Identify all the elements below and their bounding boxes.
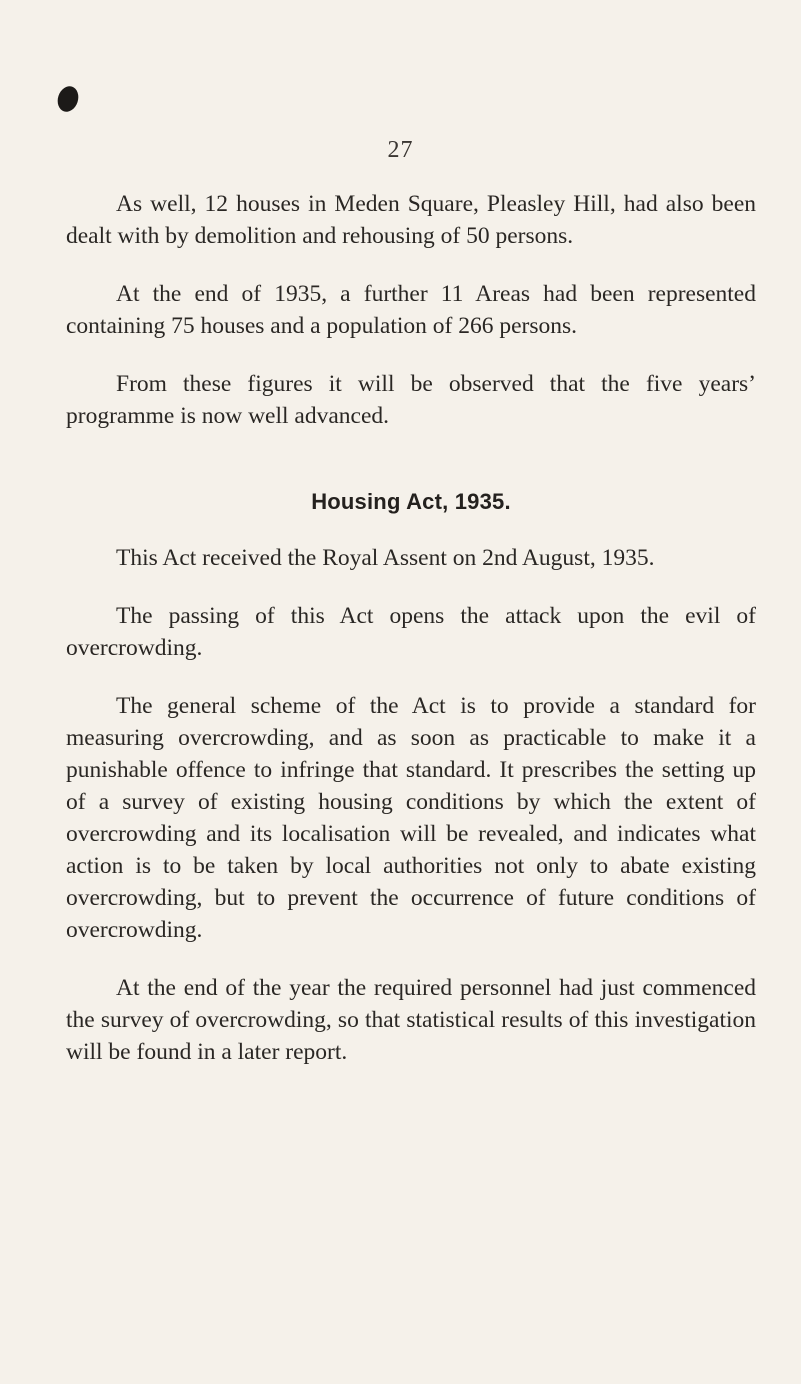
paragraph-general-scheme: The general scheme of the Act is to provide a standard for measuring overcrowding, and as soon as practicable to make it a punishable offence to infringe that standard. It prescribes the setting up of a survey of existing housing conditions by which the extent of overcrowding and its localisation will be revealed, and indicates what action is to be taken by local authorities not only to abate existing overcrowding, but to prevent the occurrence of future conditions of overcrowding. <box>66 693 756 943</box>
paragraph-royal-assent: This Act received the Royal Assent on 2nd August, 1935. <box>116 545 655 571</box>
page-number: 27 <box>387 137 414 163</box>
punch-hole-mark <box>54 84 81 115</box>
page-body <box>66 188 756 1094</box>
paragraph-programme-progress: From these figures it will be observed that the five years’ programme is now well advanced. <box>66 371 756 429</box>
paragraph-meden-square: As well, 12 houses in Meden Square, Pleasley Hill, had also been dealt with by demolition and rehousing of 50 persons. <box>66 191 756 249</box>
paragraph-areas-represented: At the end of 1935, a further 11 Areas had been represented containing 75 houses and a population of 266 persons. <box>66 281 756 339</box>
section-heading: Housing Act, 1935. <box>311 489 511 514</box>
paragraph-survey-status: At the end of the year the required personnel had just commenced the survey of overcrowding, so that statistical results of this investigation will be found in a later report. <box>66 975 756 1065</box>
paragraph-overcrowding-attack: The passing of this Act opens the attack upon the evil of overcrowding. <box>66 603 756 661</box>
